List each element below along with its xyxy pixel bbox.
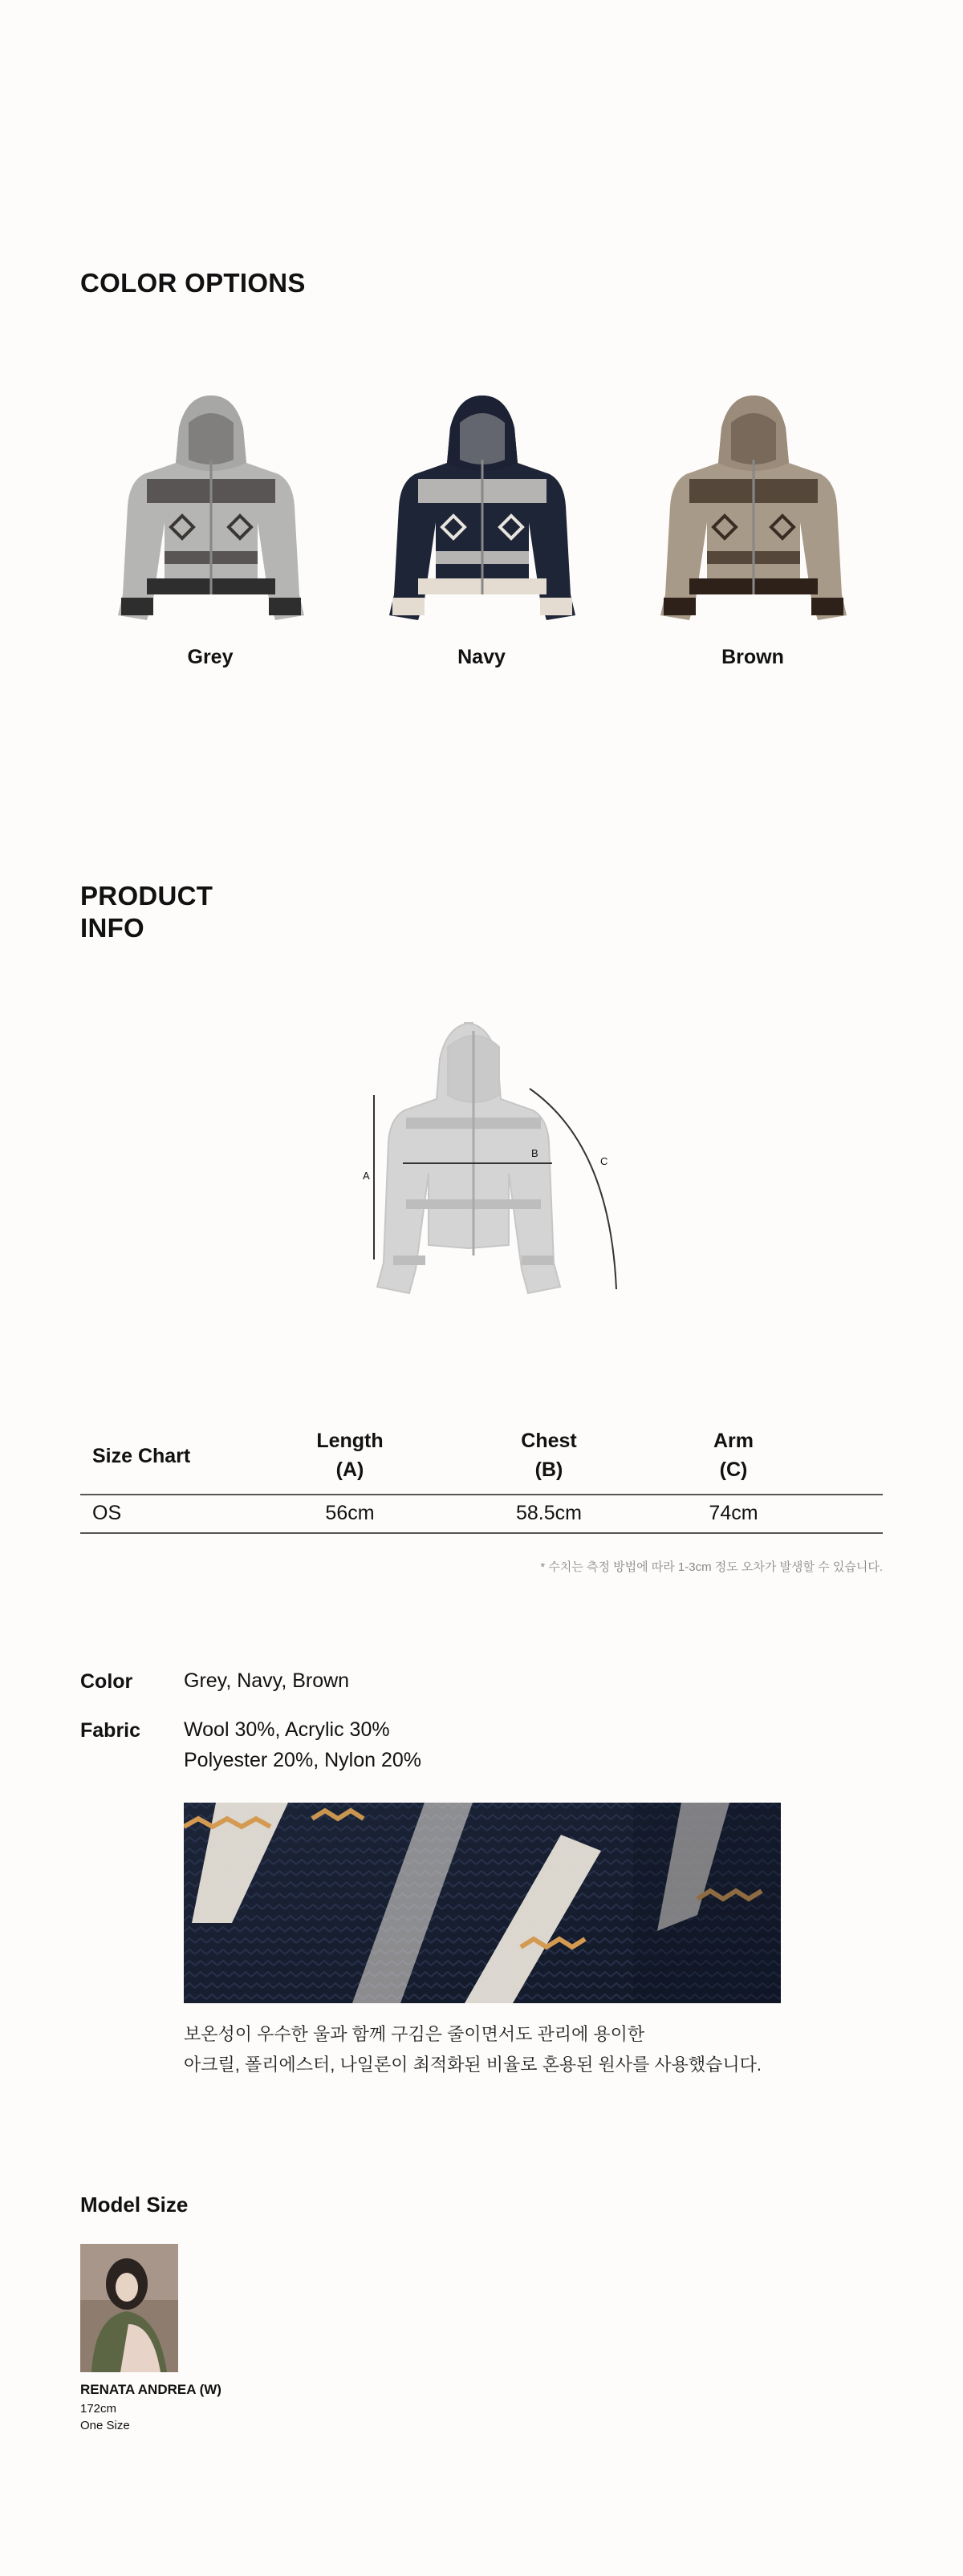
table-cell-arm: 74cm [709,1502,758,1524]
swatch-label-navy[interactable]: Navy [457,646,506,668]
table-cell-size: OS [92,1502,122,1524]
swatch-label-grey[interactable]: Grey [187,646,234,668]
table-divider-top [80,1494,883,1495]
fabric-description-line2: 아크릴, 폴리에스터, 나일론이 최적화된 비율로 혼용된 원사를 사용했습니다. [184,2055,762,2075]
size-chart-header-arm [653,1426,814,1484]
diagram-label-a: A [363,1170,370,1182]
navy-cardigan-image[interactable] [386,391,579,623]
model-photo [80,2244,178,2372]
model-height: 172cm [80,2402,117,2416]
color-key: Color [80,1670,133,1693]
size-chart-header-chest [469,1426,629,1484]
header-chest-label: Chest [521,1430,577,1452]
table-cell-chest: 58.5cm [516,1502,582,1524]
swatch-label-brown[interactable]: Brown [721,646,784,668]
size-chart-title: Size Chart [92,1445,191,1467]
product-info-heading-line1: PRODUCT [80,881,213,911]
fabric-value-line1: Wool 30%, Acrylic 30% [184,1718,390,1741]
color-options-heading: COLOR OPTIONS [80,268,306,298]
brown-cardigan-image[interactable] [657,391,850,623]
header-length-code: (A) [335,1458,364,1481]
header-length-label: Length [316,1430,384,1452]
product-info-heading-line2: INFO [80,913,145,943]
measurement-note: * 수치는 측정 방법에 따라 1-3cm 정도 오차가 발생할 수 있습니다. [540,1560,883,1574]
fabric-key: Fabric [80,1719,141,1742]
grey-cardigan-image[interactable] [115,391,307,623]
header-arm-label: Arm [713,1430,754,1452]
fabric-value-line2: Polyester 20%, Nylon 20% [184,1749,421,1771]
fabric-closeup-image [184,1803,781,2003]
table-divider-bottom [80,1532,883,1534]
table-cell-length: 56cm [325,1502,375,1524]
diagram-label-c: C [600,1155,608,1167]
model-fit-size: One Size [80,2419,130,2432]
model-name: RENATA ANDREA (W) [80,2382,221,2397]
diagram-label-b: B [531,1147,538,1159]
color-value: Grey, Navy, Brown [184,1669,350,1692]
size-chart-header-length [270,1426,430,1484]
fabric-description-line1: 보온성이 우수한 울과 함께 구김은 줄이면서도 관리에 용이한 [184,2024,645,2044]
header-chest-code: (B) [534,1458,563,1481]
header-arm-code: (C) [719,1458,748,1481]
model-size-heading: Model Size [80,2193,189,2217]
measurement-diagram [353,1015,626,1312]
